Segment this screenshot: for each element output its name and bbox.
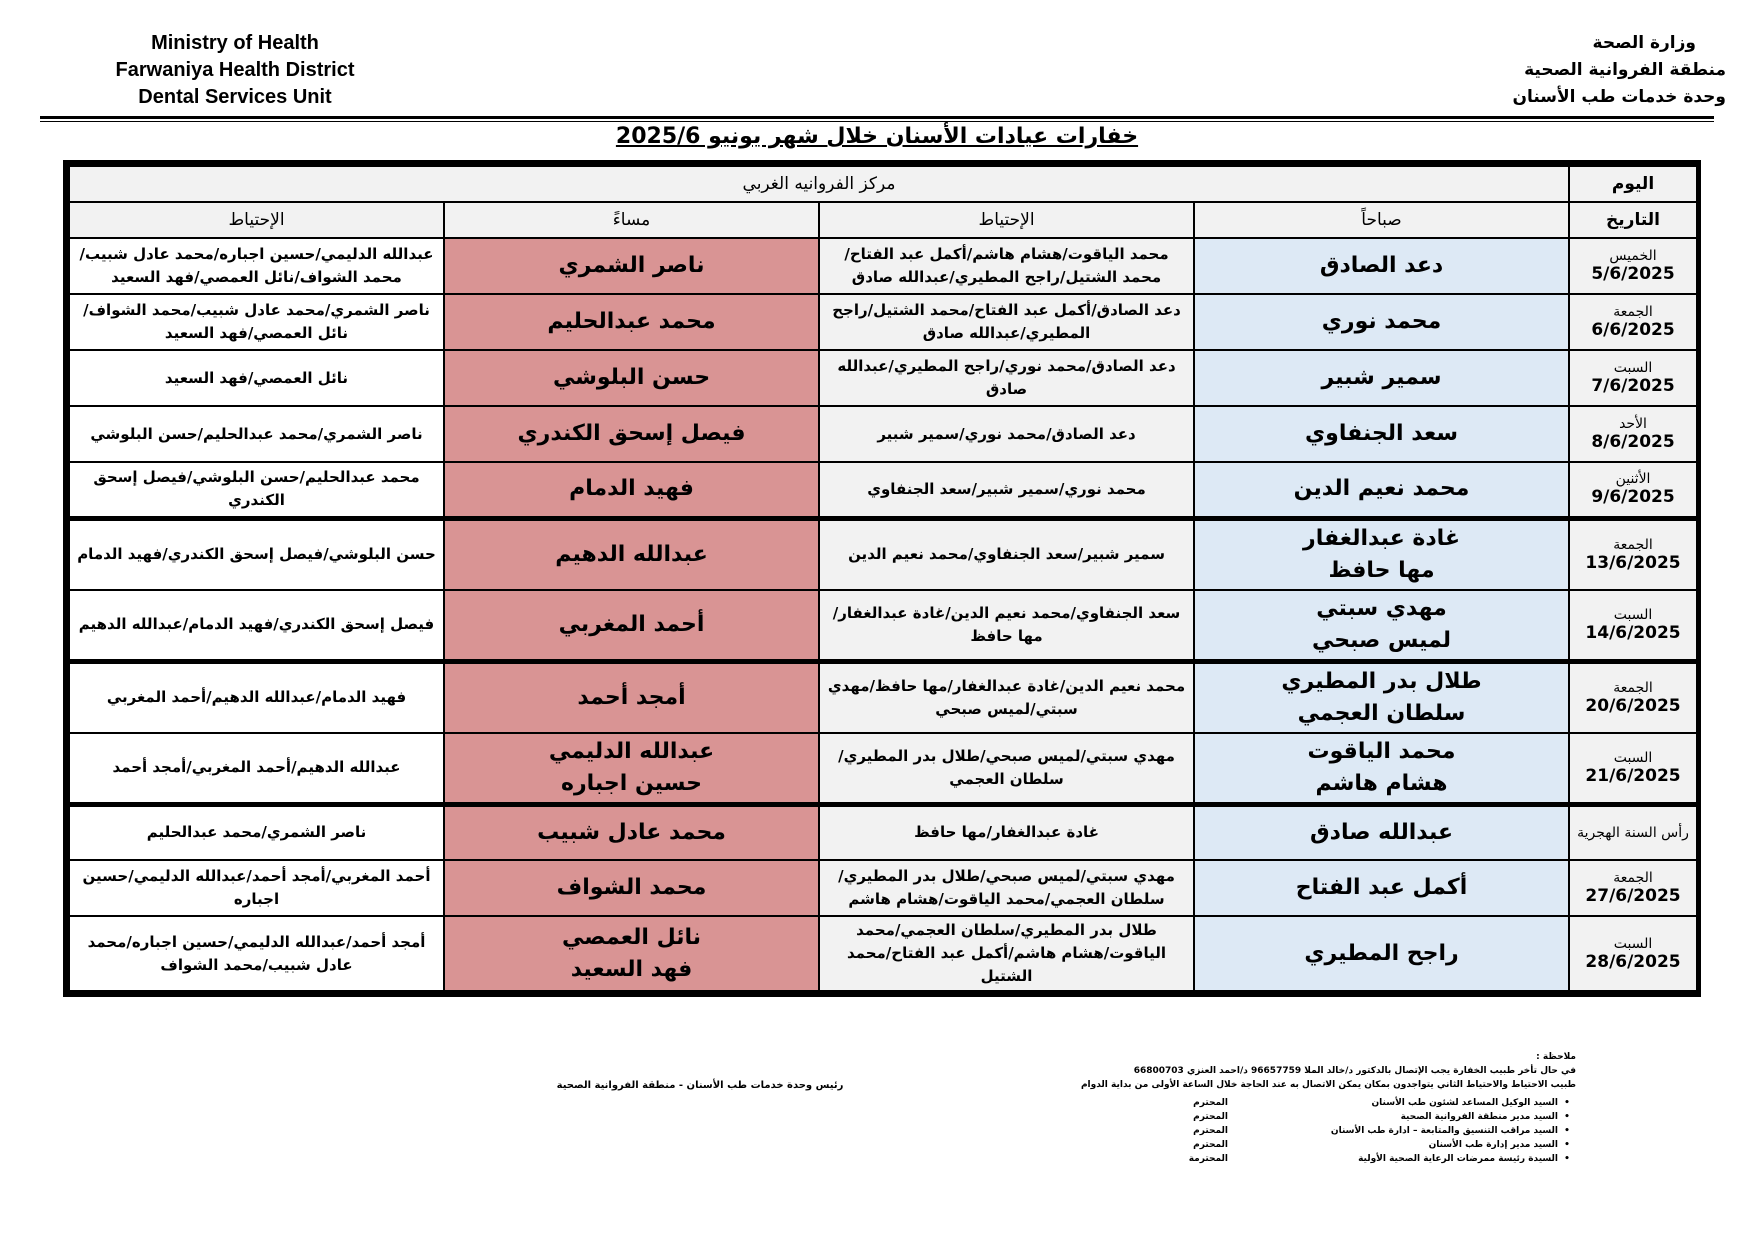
morning-reserve-cell xyxy=(819,733,1194,805)
morning-doctor-name: محمد الياقوت xyxy=(1307,738,1456,764)
distribution-item xyxy=(1056,1138,1576,1152)
morning-doctor-cell xyxy=(1194,294,1569,350)
date-value: 27/6/2025 xyxy=(1585,886,1681,906)
table-row xyxy=(69,518,1697,590)
morning-reserve-cell xyxy=(819,350,1194,406)
date-column-header: التاريخ xyxy=(1569,202,1697,238)
morning-column-header: صباحاً xyxy=(1194,202,1569,238)
distribution-name: السيدة رئيسة ممرضات الرعاية الصحية الأولية xyxy=(1358,1154,1558,1164)
evening-reserve-names: فيصل إسحق الكندري/فهيد الدمام/عبدالله الدهيم xyxy=(78,615,435,633)
evening-reserve-cell xyxy=(69,804,444,860)
day-name: الجمعة xyxy=(1613,870,1653,886)
table-row xyxy=(69,406,1697,462)
date-cell xyxy=(1569,294,1697,350)
evening-reserve-cell xyxy=(69,518,444,590)
evening-reserve-names: حسن البلوشي/فيصل إسحق الكندري/فهيد الدمام xyxy=(77,545,436,563)
evening-doctor-cell xyxy=(444,350,819,406)
evening-doctor-cell xyxy=(444,916,819,991)
morning-doctor-name: عبدالله صادق xyxy=(1310,819,1453,845)
morning-doctor-name: محمد نعيم الدين xyxy=(1293,476,1470,502)
distribution-list xyxy=(1056,1096,1576,1166)
day-name: السبت xyxy=(1613,606,1653,623)
morning-doctor-cell xyxy=(1194,860,1569,916)
table-row xyxy=(69,661,1697,733)
evening-reserve-cell xyxy=(69,350,444,406)
date-value: 14/6/2025 xyxy=(1585,622,1681,643)
distribution-honorific: المحترم xyxy=(1193,1098,1228,1108)
morning-doctor-name: سمير شبير xyxy=(1321,365,1442,390)
evening-doctor-name: فهد السعيد xyxy=(570,956,693,982)
morning-doctor-cell xyxy=(1194,238,1569,294)
evening-reserve-names: ناصر الشمري/محمد عادل شبيب/محمد الشواف/نائل العمصي/فهد السعيد xyxy=(83,301,430,342)
morning-reserve-names: محمد نوري/سمير شبير/سعد الجنفاوي xyxy=(867,479,1146,498)
evening-reserve-cell xyxy=(69,294,444,350)
evening-doctor-cell xyxy=(444,860,819,916)
table-row xyxy=(69,916,1697,991)
evening-doctor-name: عبدالله الدليمي xyxy=(548,738,715,764)
morning-doctor-cell xyxy=(1194,804,1569,860)
evening-doctor-name: أحمد المغربي xyxy=(558,611,705,637)
morning-doctor-name: أكمل عبد الفتاح xyxy=(1295,875,1468,900)
page-title: خفارات عيادات الأسنان خلال شهر يونيو 2025/6 xyxy=(615,124,1139,149)
date-value: 9/6/2025 xyxy=(1591,487,1675,508)
morning-reserve-names: دعد الصادق/محمد نوري/سمير شبير xyxy=(877,424,1136,443)
evening-column-header: مساءً xyxy=(444,202,819,238)
date-value: 6/6/2025 xyxy=(1591,320,1675,340)
morning-reserve-cell xyxy=(819,804,1194,860)
morning-doctor-name: دعد الصادق xyxy=(1319,253,1444,278)
morning-doctor-cell xyxy=(1194,462,1569,518)
table-row xyxy=(69,733,1697,805)
date-cell xyxy=(1569,733,1697,805)
distribution-honorific: المحترم xyxy=(1193,1140,1228,1150)
date-cell xyxy=(1569,238,1697,294)
morning-doctor-cell xyxy=(1194,518,1569,590)
day-name: السبت xyxy=(1613,935,1653,952)
evening-reserve-names: نائل العمصي/فهد السعيد xyxy=(164,368,349,387)
header-en-line: Ministry of Health xyxy=(151,32,319,54)
table-row xyxy=(69,590,1697,662)
day-name: رأس السنة الهجرية xyxy=(1577,824,1689,841)
notes-section xyxy=(1056,1050,1576,1166)
notes-line: طبيب الاحتياط والاحتياط الثاني يتواجدون بمكان يمكن الاتصال به عند الحاجة خلال الساعة الأولى من بداية الدوام xyxy=(1080,1080,1576,1090)
evening-doctor-cell xyxy=(444,238,819,294)
evening-doctor-name: فيصل إسحق الكندري xyxy=(517,421,746,446)
date-cell xyxy=(1569,860,1697,916)
morning-reserve-cell xyxy=(819,462,1194,518)
morning-doctor-cell xyxy=(1194,733,1569,805)
evening-doctor-name: حسن البلوشي xyxy=(552,365,711,390)
morning-doctor-name: مهدي سبتي xyxy=(1316,595,1447,621)
evening-reserve-cell xyxy=(69,590,444,662)
morning-doctor-cell xyxy=(1194,590,1569,662)
morning-doctor-name: طلال بدر المطيري xyxy=(1281,668,1482,694)
morning-reserve-cell xyxy=(819,238,1194,294)
morning-doctor-name: غادة عبدالغفار xyxy=(1303,525,1460,551)
morning-reserve-column-header: الإحتياط xyxy=(819,202,1194,238)
distribution-honorific: المحترم xyxy=(1193,1126,1228,1136)
date-cell xyxy=(1569,916,1697,991)
header-en-line: Farwaniya Health District xyxy=(115,59,355,81)
morning-reserve-cell xyxy=(819,916,1194,991)
morning-doctor-cell xyxy=(1194,406,1569,462)
evening-doctor-name: فهيد الدمام xyxy=(569,476,694,502)
signature-line: رئيس وحدة خدمات طب الأسنان - منطقة الفروانية الصحية xyxy=(556,1080,844,1091)
evening-doctor-cell xyxy=(444,462,819,518)
evening-reserve-names: أحمد المغربي/أمجد أحمد/عبدالله الدليمي/حسين اجباره xyxy=(82,867,431,908)
bullet-icon: • xyxy=(1564,1140,1570,1150)
table-row xyxy=(69,238,1697,294)
date-cell xyxy=(1569,590,1697,662)
morning-reserve-names: محمد الياقوت/هشام هاشم/أكمل عبد الفتاح/محمد الشتيل/راجح المطيري/عبدالله صادق xyxy=(844,245,1169,286)
evening-doctor-name: أمجد أحمد xyxy=(577,684,686,710)
evening-reserve-cell xyxy=(69,406,444,462)
distribution-item xyxy=(1056,1124,1576,1138)
distribution-item xyxy=(1056,1096,1576,1110)
day-header: اليوم xyxy=(1569,166,1697,202)
evening-reserve-names: عبدالله الدهيم/أحمد المغربي/أمجد أحمد xyxy=(112,758,401,776)
header-ar-line: منطقة الفروانية الصحية xyxy=(1524,60,1726,80)
evening-reserve-names: محمد عبدالحليم/حسن البلوشي/فيصل إسحق الكندري xyxy=(93,468,420,510)
header-rule-thin xyxy=(40,121,1714,122)
bullet-icon: • xyxy=(1564,1126,1570,1136)
distribution-honorific: المحترمة xyxy=(1188,1154,1228,1164)
day-name: السبت xyxy=(1613,360,1653,376)
date-value: 5/6/2025 xyxy=(1591,264,1675,284)
evening-doctor-cell xyxy=(444,590,819,662)
date-value: 13/6/2025 xyxy=(1585,552,1681,573)
distribution-name: السيد مدير منطقة الفروانية الصحية xyxy=(1400,1112,1558,1122)
morning-reserve-names: سعد الجنفاوي/محمد نعيم الدين/غادة عبدالغفار/مها حافظ xyxy=(832,603,1181,645)
morning-reserve-cell xyxy=(819,590,1194,662)
table-row xyxy=(69,804,1697,860)
evening-doctor-name: عبدالله الدهيم xyxy=(555,541,708,567)
evening-doctor-name: محمد الشواف xyxy=(556,875,707,900)
morning-reserve-cell xyxy=(819,406,1194,462)
evening-reserve-names: فهيد الدمام/عبدالله الدهيم/أحمد المغربي xyxy=(106,688,407,706)
header-en-line: Dental Services Unit xyxy=(138,86,332,108)
morning-doctor-name: محمد نوري xyxy=(1321,309,1442,334)
header-rule xyxy=(40,116,1714,119)
notes-line: في حال تأخر طبيب الخفارة يجب الإتصال بالدكتور د/خالد الملا 96657759 د/احمد العنزي 66800703 xyxy=(1133,1066,1576,1076)
evening-reserve-cell xyxy=(69,733,444,805)
header-english xyxy=(95,30,375,111)
evening-doctor-cell xyxy=(444,406,819,462)
evening-reserve-column-header: الإحتياط xyxy=(69,202,444,238)
date-cell xyxy=(1569,661,1697,733)
evening-doctor-name: ناصر الشمري xyxy=(558,253,705,278)
header-ar-line: وحدة خدمات طب الأسنان xyxy=(1512,87,1726,107)
date-cell xyxy=(1569,462,1697,518)
date-value: 20/6/2025 xyxy=(1585,695,1681,716)
bullet-icon: • xyxy=(1564,1154,1570,1164)
header-arabic xyxy=(1406,30,1726,111)
morning-reserve-names: دعد الصادق/أكمل عبد الفتاح/محمد الشتيل/راجح المطيري/عبدالله صادق xyxy=(832,301,1181,342)
distribution-honorific: المحترم xyxy=(1193,1112,1228,1122)
morning-reserve-cell xyxy=(819,860,1194,916)
morning-reserve-names: مهدي سبتي/لميس صبحي/طلال بدر المطيري/سلطان العجمي xyxy=(838,746,1175,788)
table-row xyxy=(69,462,1697,518)
morning-reserve-names: مهدي سبتي/لميس صبحي/طلال بدر المطيري/سلطان العجمي/محمد الياقوت/هشام هاشم xyxy=(838,867,1175,908)
distribution-name: السيد مراقب التنسيق والمتابعة – ادارة طب الأسنان xyxy=(1330,1126,1558,1136)
evening-reserve-cell xyxy=(69,661,444,733)
distribution-name: السيد الوكيل المساعد لشئون طب الأسنان xyxy=(1371,1098,1558,1108)
evening-reserve-names: ناصر الشمري/محمد عبدالحليم xyxy=(146,823,367,842)
date-value: 7/6/2025 xyxy=(1591,376,1675,396)
morning-reserve-names: دعد الصادق/محمد نوري/راجح المطيري/عبدالله صادق xyxy=(837,357,1176,398)
evening-reserve-names: عبدالله الدليمي/حسين اجباره/محمد عادل شبيب/محمد الشواف/نائل العمصي/فهد السعيد xyxy=(79,245,434,286)
date-value: 28/6/2025 xyxy=(1585,951,1681,972)
day-name: الجمعة xyxy=(1613,304,1653,320)
morning-doctor-name: سلطان العجمي xyxy=(1297,700,1466,726)
morning-reserve-cell xyxy=(819,661,1194,733)
header-ar-line: وزارة الصحة xyxy=(1592,33,1696,53)
morning-reserve-cell xyxy=(819,518,1194,590)
date-value: 21/6/2025 xyxy=(1585,765,1681,786)
schedule-table xyxy=(63,160,1701,997)
date-cell xyxy=(1569,804,1697,860)
morning-reserve-names: سمير شبير/سعد الجنفاوي/محمد نعيم الدين xyxy=(848,545,1165,563)
evening-reserve-cell xyxy=(69,462,444,518)
morning-doctor-name: راجح المطيري xyxy=(1304,940,1459,966)
evening-doctor-cell xyxy=(444,661,819,733)
table-row xyxy=(69,860,1697,916)
morning-reserve-names: طلال بدر المطيري/سلطان العجمي/محمد الياقوت/هشام هاشم/أكمل عبد الفتاح/محمد الشتيل xyxy=(846,921,1167,985)
morning-doctor-name: مها حافظ xyxy=(1328,557,1435,583)
notes-label: ملاحظة : xyxy=(1536,1052,1576,1062)
table-row xyxy=(69,294,1697,350)
bullet-icon: • xyxy=(1564,1112,1570,1122)
evening-doctor-cell xyxy=(444,294,819,350)
evening-doctor-name: نائل العمصي xyxy=(562,924,701,950)
date-value: 8/6/2025 xyxy=(1591,432,1675,452)
evening-doctor-cell xyxy=(444,733,819,805)
date-cell xyxy=(1569,518,1697,590)
table-row xyxy=(69,350,1697,406)
evening-reserve-cell xyxy=(69,860,444,916)
distribution-item xyxy=(1056,1152,1576,1166)
morning-reserve-names: محمد نعيم الدين/غادة عبدالغفار/مها حافظ/مهدي سبتي/لميس صبحي xyxy=(827,676,1186,718)
morning-doctor-name: هشام هاشم xyxy=(1315,770,1448,796)
morning-doctor-name: لميس صبحي xyxy=(1311,627,1452,653)
morning-reserve-names: غادة عبدالغفار/مها حافظ xyxy=(914,823,1099,842)
morning-doctor-name: سعد الجنفاوي xyxy=(1305,421,1459,446)
distribution-name: السيد مدير إدارة طب الأسنان xyxy=(1428,1140,1558,1150)
date-cell xyxy=(1569,406,1697,462)
morning-doctor-cell xyxy=(1194,916,1569,991)
evening-reserve-names: أمجد أحمد/عبدالله الدليمي/حسين اجباره/محمد عادل شبيب/محمد الشواف xyxy=(87,932,426,974)
day-name: الأثنين xyxy=(1615,471,1651,488)
bullet-icon: • xyxy=(1564,1098,1570,1108)
morning-reserve-cell xyxy=(819,294,1194,350)
day-name: الأحد xyxy=(1619,416,1647,432)
evening-doctor-name: محمد عبدالحليم xyxy=(547,309,716,334)
evening-doctor-cell xyxy=(444,518,819,590)
day-name: الجمعة xyxy=(1613,679,1653,696)
morning-doctor-cell xyxy=(1194,350,1569,406)
evening-reserve-names: ناصر الشمري/محمد عبدالحليم/حسن البلوشي xyxy=(90,424,423,443)
evening-doctor-name: محمد عادل شبيب xyxy=(537,819,726,845)
date-cell xyxy=(1569,350,1697,406)
distribution-item xyxy=(1056,1110,1576,1124)
morning-doctor-cell xyxy=(1194,661,1569,733)
evening-doctor-name: حسين اجباره xyxy=(561,770,702,796)
evening-reserve-cell xyxy=(69,916,444,991)
day-name: السبت xyxy=(1613,749,1653,766)
center-name: مركز الفروانيه الغربي xyxy=(69,166,1569,202)
day-name: الخميس xyxy=(1609,248,1657,264)
day-name: الجمعة xyxy=(1613,536,1653,553)
evening-reserve-cell xyxy=(69,238,444,294)
evening-doctor-cell xyxy=(444,804,819,860)
